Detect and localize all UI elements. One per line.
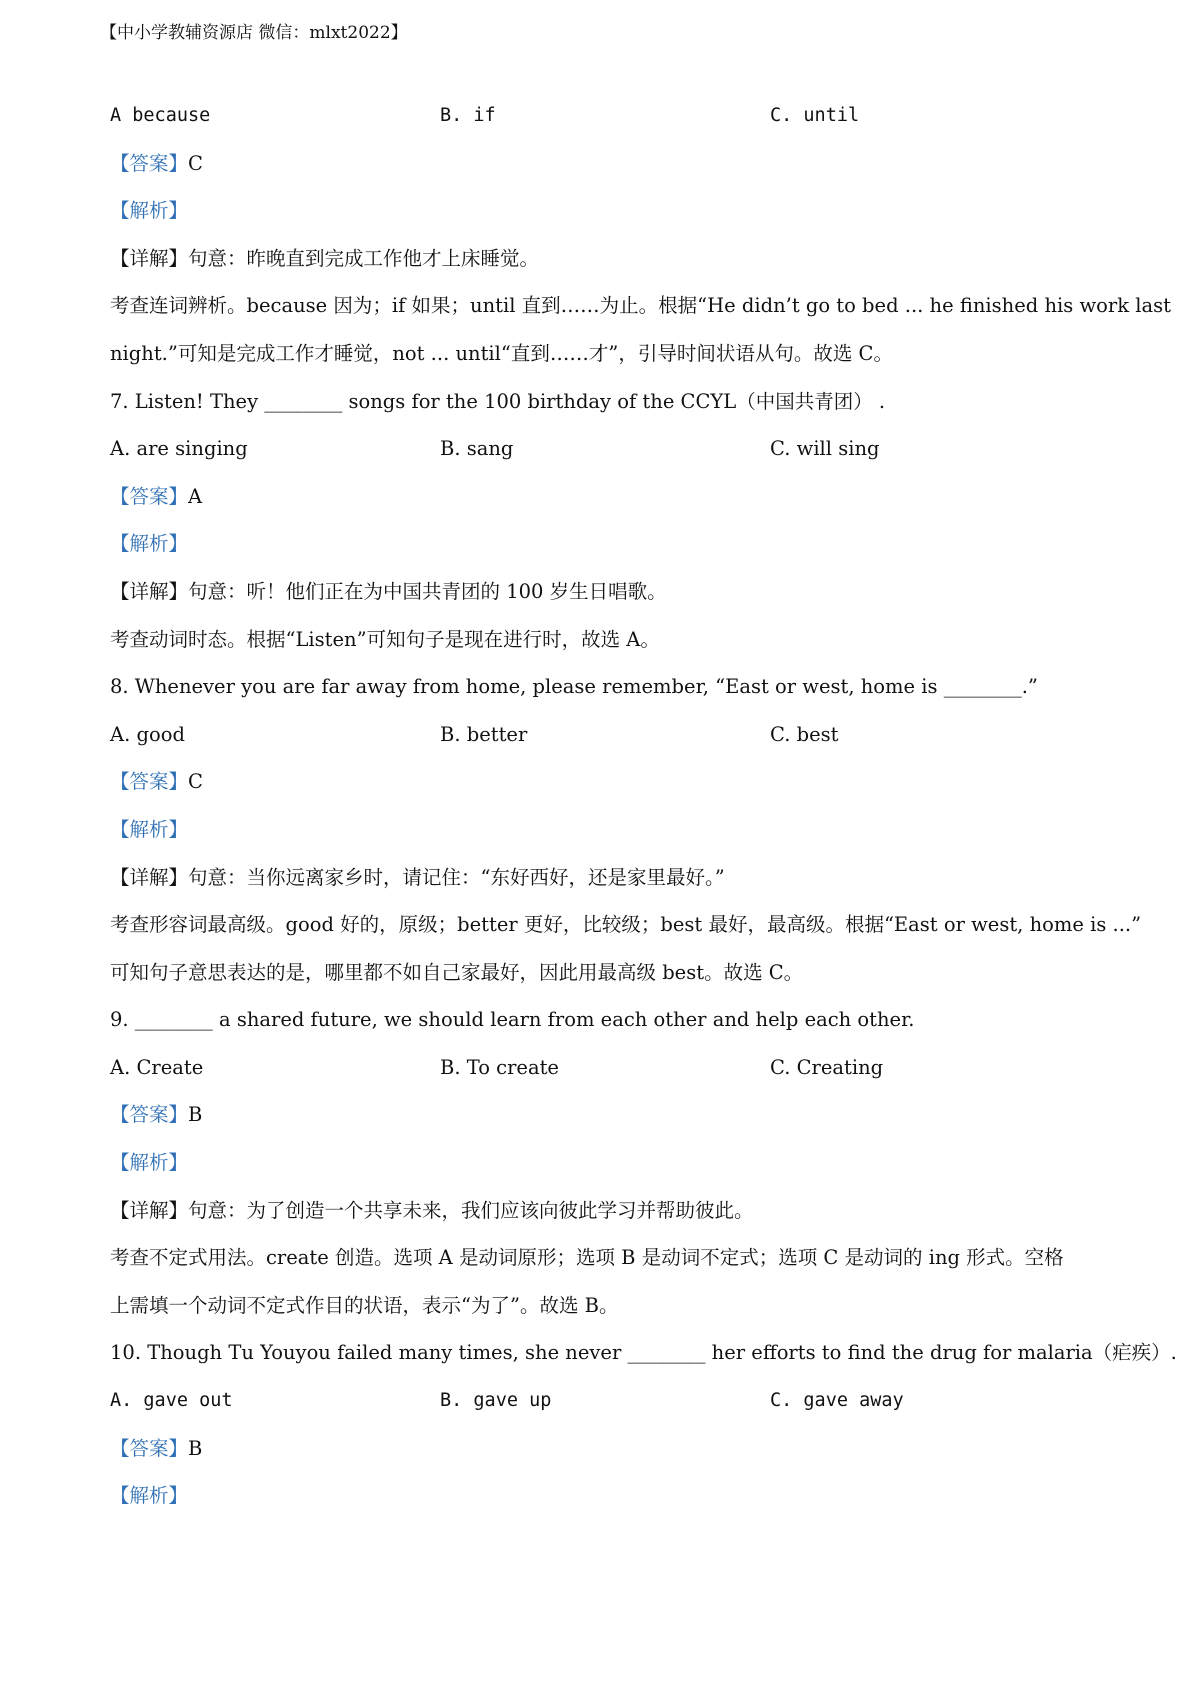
q9-options: [110, 1044, 1120, 1092]
q9-explanation-1: 考查不定式用法。create 创造。选项 A 是动词原形；选项 B 是动词不定式；选项 C 是动词的 ing 形式。空格: [110, 1246, 1064, 1270]
q7-option-a: A. are singing: [110, 437, 248, 461]
q10-option-b: B. gave up: [440, 1390, 552, 1412]
answer-value: C: [188, 151, 203, 175]
q8-question: 8. Whenever you are far away from home, please remember, “East or west, home is ________.”: [110, 675, 1038, 699]
answer-value: A: [188, 484, 203, 508]
q6-explanation-2: night.”可知是完成工作才睡觉，not ... until“直到……才”，引导时间状语从句。故选 C。: [110, 341, 893, 365]
q10-option-c: C. gave away: [770, 1390, 904, 1412]
q10-question: 10. Though Tu Youyou failed many times, she never ________ her efforts to find the drug for malaria（疟疾）.: [110, 1341, 1177, 1365]
q8-option-c: C. best: [770, 722, 839, 746]
q7-question: 7. Listen! They ________ songs for the 100 birthday of the CCYL（中国共青团） .: [110, 389, 886, 413]
page-header: 【中小学教辅资源店 微信：mlxt2022】: [100, 23, 408, 43]
q6-options: [110, 92, 1120, 140]
q8-analysis-tag: 【解析】: [110, 817, 189, 841]
q9-question: 9. ________ a shared future, we should learn from each other and help each other.: [110, 1008, 915, 1032]
q10-analysis-tag: 【解析】: [110, 1484, 189, 1508]
q8-options: [110, 711, 1120, 759]
answer-value: B: [188, 1436, 203, 1460]
q7-option-b: B. sang: [440, 437, 514, 461]
q8-option-b: B. better: [440, 722, 528, 746]
q9-answer: [110, 1091, 1120, 1139]
q7-detail: 【详解】句意：听！他们正在为中国共青团的 100 岁生日唱歌。: [110, 579, 667, 603]
q9-analysis-tag: 【解析】: [110, 1151, 189, 1175]
q7-option-c: C. will sing: [770, 437, 880, 461]
q8-answer: [110, 758, 1120, 806]
q9-option-c: C. Creating: [770, 1055, 884, 1079]
answer-tag: 【答案】: [110, 770, 189, 794]
q8-option-a: A. good: [110, 722, 185, 746]
q6-option-b: B. if: [440, 105, 496, 126]
q6-answer: [110, 140, 1120, 188]
q9-explanation-2: 上需填一个动词不定式作目的状语，表示“为了”。故选 B。: [110, 1293, 619, 1317]
q8-explanation-2: 可知句子意思表达的是，哪里都不如自己家最好，因此用最高级 best。故选 C。: [110, 960, 804, 984]
q8-explanation-1: 考查形容词最高级。good 好的，原级；better 更好，比较级；best 最好，最高级。根据“East or west, home is ...”: [110, 913, 1142, 937]
answer-tag: 【答案】: [110, 1103, 189, 1127]
answer-tag: 【答案】: [110, 151, 189, 175]
q6-explanation-1: 考查连词辨析。because 因为；if 如果；until 直到……为止。根据“He didn’t go to bed ... he finished his work last: [110, 294, 1171, 318]
q8-detail: 【详解】句意：当你远离家乡时，请记住：“东好西好，还是家里最好。”: [110, 865, 725, 889]
q9-detail: 【详解】句意：为了创造一个共享未来，我们应该向彼此学习并帮助彼此。: [110, 1198, 754, 1222]
answer-value: B: [188, 1103, 203, 1127]
q6-detail: 【详解】句意：昨晚直到完成工作他才上床睡觉。: [110, 246, 540, 270]
q7-explanation-1: 考查动词时态。根据“Listen”可知句子是现在进行时，故选 A。: [110, 627, 660, 651]
q10-option-a: A. gave out: [110, 1390, 233, 1412]
page-content: [110, 92, 1177, 1520]
q10-answer: [110, 1425, 1120, 1473]
q6-option-a: A because: [110, 105, 211, 126]
q6-analysis-tag: 【解析】: [110, 199, 189, 223]
answer-value: C: [188, 770, 203, 794]
q6-option-c: C. until: [770, 105, 860, 126]
q10-options: [110, 1377, 1120, 1425]
q7-answer: [110, 473, 1120, 521]
answer-tag: 【答案】: [110, 1436, 189, 1460]
q9-option-a: A. Create: [110, 1055, 204, 1079]
q9-option-b: B. To create: [440, 1055, 559, 1079]
q7-analysis-tag: 【解析】: [110, 532, 189, 556]
answer-tag: 【答案】: [110, 484, 189, 508]
q7-options: [110, 425, 1120, 473]
